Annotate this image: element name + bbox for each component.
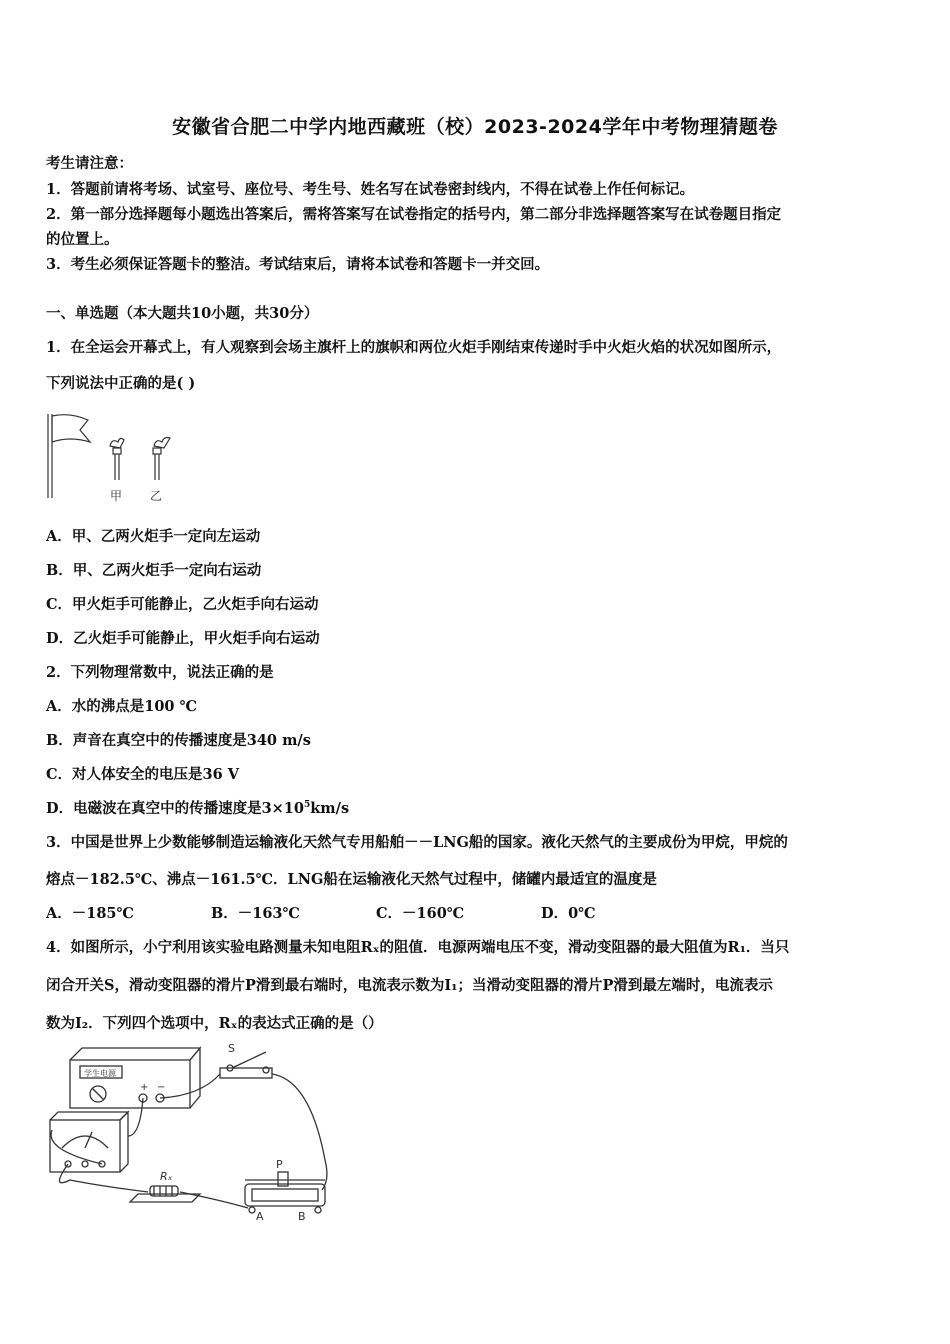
- q3-stem-a: 3．中国是世界上少数能够制造运输液化天然气专用船舶－－LNG船的国家。液化天然气的主要成份为甲烷，甲烷的: [46, 834, 788, 851]
- q4-line-3: 数为I₂．下列四个选项中，Rₓ的表达式正确的是（）: [46, 1015, 383, 1032]
- notice-heading: 考生请注意：: [46, 155, 133, 172]
- label-power-panel: 学生电源: [84, 1069, 116, 1078]
- switch-icon: [220, 1052, 272, 1078]
- rheostat-icon: [245, 1172, 325, 1213]
- flagpole: [48, 414, 90, 498]
- q3-stem-b: 熔点－182.5℃、沸点－161.5℃．LNG船在运输液化天然气过程中，储罐内最适宜的温度是: [46, 871, 657, 888]
- q1-option-c: C．甲火炬手可能静止，乙火炬手向右运动: [46, 596, 319, 613]
- q3-option-c: C．－160℃: [376, 905, 465, 922]
- label-slider-p: P: [276, 1158, 283, 1171]
- label-minus: −: [157, 1082, 166, 1093]
- q2-option-d-text: D．电磁波在真空中的传播速度是3×10: [46, 800, 304, 817]
- q3-options: [46, 902, 906, 923]
- label-terminal-a: A: [256, 1210, 264, 1223]
- torch-jia-icon: [110, 438, 124, 480]
- q1-option-d: D．乙火炬手可能静止，甲火炬手向右运动: [46, 630, 320, 647]
- wire: [59, 1164, 148, 1192]
- ammeter-icon: [50, 1112, 128, 1172]
- section-heading: 一、单选题（本大题共10小题，共30分）: [46, 305, 319, 322]
- notice-item-2b: 的位置上。: [46, 231, 119, 248]
- label-switch: S: [228, 1042, 235, 1055]
- label-plus: +: [140, 1082, 149, 1093]
- label-rx: Rₓ: [160, 1170, 173, 1183]
- power-supply-icon: [70, 1048, 200, 1108]
- q3-option-b: B．－163℃: [211, 905, 300, 922]
- notice-item-1: 1．答题前请将考场、试室号、座位号、考生号、姓名写在试卷密封线内，不得在试卷上作任何标记。: [46, 181, 695, 198]
- page-title: 安徽省合肥二中学内地西藏班（校）2023-2024学年中考物理猜题卷: [172, 116, 778, 138]
- q2-option-b: B．声音在真空中的传播速度是340 m/s: [46, 732, 311, 749]
- q1-option-b: B．甲、乙两火炬手一定向右运动: [46, 562, 262, 579]
- torch-yi-icon: [153, 438, 170, 481]
- wire: [128, 1098, 143, 1136]
- q1-option-a: A．甲、乙两火炬手一定向左运动: [46, 528, 261, 545]
- q4-line-1: 4．如图所示，小宁利用该实验电路测量未知电阻Rₓ的阻值．电源两端电压不变，滑动变阻器的最大阻值为R₁．当只: [46, 939, 790, 956]
- q1-stem-a: 1．在全运会开幕式上，有人观察到会场主旗杆上的旗帜和两位火炬手刚结束传递时手中火炬火焰的状况如图所示，: [46, 339, 782, 356]
- q3-option-d: D．0℃: [541, 905, 596, 922]
- wire: [180, 1192, 248, 1208]
- label-jia: 甲: [110, 489, 123, 503]
- q4-circuit-figure: [40, 1040, 340, 1225]
- q2-stem: 2．下列物理常数中，说法正确的是: [46, 664, 274, 681]
- q2-option-c: C．对人体安全的电压是36 V: [46, 766, 240, 783]
- q1-figure: [40, 408, 190, 506]
- q2-option-d-unit: km/s: [310, 800, 350, 817]
- flag-icon: [52, 415, 90, 442]
- q3-option-a: A．－185℃: [46, 905, 134, 922]
- notice-item-2a: 2．第一部分选择题每小题选出答案后，需将答案写在试卷指定的括号内，第二部分非选择题答案写在试卷题目指定: [46, 206, 782, 223]
- q1-stem-b: 下列说法中正确的是( ): [46, 375, 196, 392]
- label-yi: 乙: [150, 489, 163, 503]
- label-terminal-b: B: [298, 1210, 306, 1223]
- notice-item-3: 3．考生必须保证答题卡的整洁。考试结束后，请将本试卷和答题卡一并交回。: [46, 256, 550, 273]
- q2-option-a: A．水的沸点是100 ℃: [46, 698, 197, 715]
- q4-line-2: 闭合开关S，滑动变阻器的滑片P滑到最右端时，电流表示数为I₁；当滑动变阻器的滑片P滑到最左端时，电流表示: [46, 977, 773, 994]
- q2-option-d-exponent: 5: [304, 800, 311, 811]
- wire: [51, 1130, 102, 1164]
- q2-option-d: [46, 797, 349, 818]
